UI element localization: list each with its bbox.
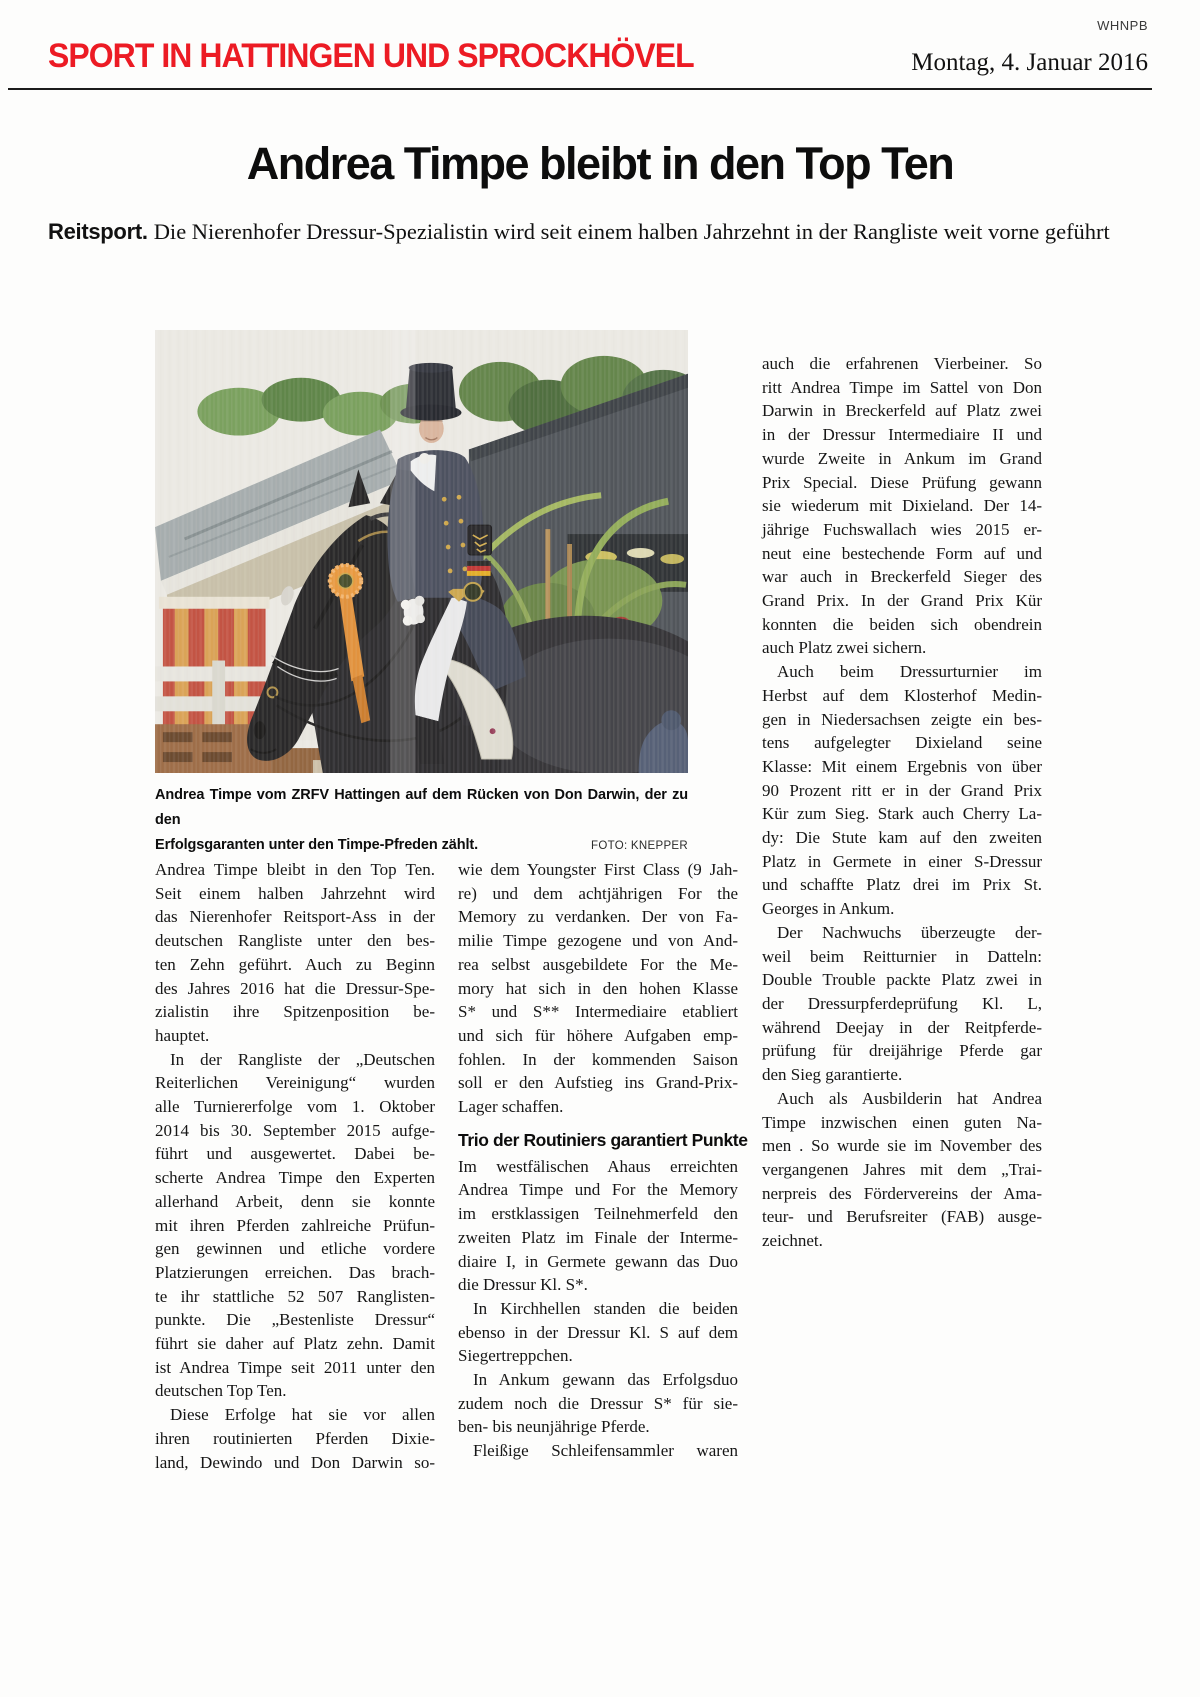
body-column-2 (458, 858, 748, 1463)
body-text-line: alle Turniererfolge vom 1. Oktober (155, 1097, 435, 1117)
photo-credit: FOTO: KNEPPER (591, 840, 688, 852)
body-text-line: teur- und Berufsreiter (FAB) ausge- (762, 1207, 1042, 1227)
body-text-line: den Sieg garantierte. (762, 1065, 903, 1085)
body-text-line: scherte Andrea Timpe den Experten (155, 1168, 435, 1188)
body-text-line: punkte. Die „Bestenliste Dressur“ (155, 1310, 435, 1330)
body-text-line: konnten die beiden sich obendrein (762, 614, 1042, 634)
body-text-line: Klasse: Mit einem Ergebnis von über (762, 756, 1042, 776)
body-text-line: In der Rangliste der „Deutschen (170, 1049, 435, 1069)
body-text-line: prüfung für dreijährige Pferde gar (762, 1041, 1042, 1061)
body-text-line: ben- bis neunjährige Pferde. (458, 1417, 650, 1437)
body-text-line: 2014 bis 30. September 2015 aufge- (155, 1120, 435, 1140)
body-text-line: deutschen Rangliste unter den bes- (155, 931, 435, 951)
body-text-line: wie dem Youngster First Class (9 Jah- (458, 860, 738, 879)
body-text-line: der Dressurpferdeprüfung Kl. L, (762, 993, 1042, 1013)
body-text-line: ebenso in der Dressur Kl. S auf dem (458, 1322, 738, 1342)
photo-caption-line2: Erfolgsgaranten unter den Timpe-Pfreden zählt. (155, 837, 479, 853)
body-text-line: fohlen. In der kommenden Saison (458, 1049, 738, 1069)
body-text-line: vergangenen Jahres mit dem „Trai- (762, 1159, 1042, 1179)
body-text-line: dy: Die Stute kam auf den zweiten (762, 828, 1042, 848)
body-text-line: die Dressur Kl. S*. (458, 1275, 588, 1295)
body-text-line: jährige Fuchswallach wies 2015 er- (762, 519, 1042, 539)
body-text-line: Grand Prix. In der Grand Prix Kür (762, 591, 1042, 611)
body-text-line: Prix Special. Diese Prüfung gewann (762, 472, 1042, 492)
body-text-line: hauptet. (155, 1025, 210, 1045)
body-text-line: men . So wurde sie im November des (762, 1136, 1042, 1156)
body-text-line: Reiterlichen Vereinigung“ wurden (155, 1073, 435, 1093)
body-text-line: Timpe inzwischen einen guten Na- (762, 1112, 1042, 1132)
body-text-line: Georges in Ankum. (762, 899, 895, 919)
body-text-line: Siegertreppchen. (458, 1346, 573, 1366)
body-text-line: wurde Zweite in Ankum im Grand (762, 448, 1042, 468)
body-text-line: Auch als Ausbilderin hat Andrea (777, 1088, 1042, 1108)
body-text-line: S* und S** Intermediaire etabliert (458, 1002, 738, 1022)
dressage-photo-illustration (155, 330, 688, 773)
body-text-line: war auch in Breckerfeld Sieger des (762, 567, 1042, 587)
body-text-line: re) und dem achtjährigen For the (458, 883, 738, 903)
body-text-line: gen gewinnen und etliche vordere (155, 1239, 435, 1259)
masthead-rule (8, 88, 1152, 90)
body-text-line: soll er den Aufstieg ins Grand-Prix- (458, 1073, 738, 1093)
issue-date: Montag, 4. Januar 2016 (911, 49, 1148, 76)
body-text-line: 90 Prozent ritt er in der Grand Prix (762, 780, 1042, 800)
article-headline: Andrea Timpe bleibt in den Top Ten (246, 138, 954, 189)
body-text-line: führt sie daher auf Platz zehn. Damit (155, 1334, 435, 1354)
body-text-line: neut eine bestechende Form auf und (762, 543, 1042, 563)
body-text-line: in der Dressur Intermediaire II und (762, 425, 1042, 445)
body-text-line: Der Nachwuchs überzeugte der- (777, 922, 1042, 942)
body-text-line: diaire I, in Germete gewann das Duo (458, 1251, 738, 1271)
body-text-line: Double Trouble packte Platz zwei in (762, 970, 1042, 990)
body-text-line: im erstklassigen Teilnehmerfeld den (458, 1204, 738, 1224)
body-text-line: und schaffte Platz drei im Prix St. (762, 875, 1042, 895)
body-text-line: mit ihren Pferden zahlreiche Prüfun- (155, 1215, 435, 1235)
body-text-line: Lager schaffen. (458, 1097, 564, 1117)
body-text-line: In Ankum gewann das Erfolgsduo (473, 1370, 738, 1390)
article-photo (155, 330, 688, 773)
edition-code: WHNPB (1097, 18, 1148, 33)
photo-caption (155, 783, 688, 859)
body-text-line: zeichnet. (762, 1231, 823, 1251)
body-text-line: te ihr stattliche 52 507 Ranglisten- (155, 1286, 435, 1306)
body-text-line: In Kirchhellen standen die beiden (473, 1298, 738, 1318)
body-text-line: führt und ausgewertet. Dabei be- (155, 1144, 435, 1164)
body-text-line: mory hat sich in den hohen Klasse (458, 978, 738, 998)
body-text-line: milie Timpe gezogene und von And- (458, 931, 738, 951)
body-text-line: rea selbst ausgebildete For the Me- (458, 954, 738, 974)
body-text-line: gen in Niedersachsen zeigte ein bes- (762, 709, 1042, 729)
body-text-line: und sich für höhere Aufgaben emp- (458, 1025, 738, 1045)
body-text-line: zudem noch die Dressur S* für sie- (458, 1393, 738, 1413)
body-text-line: Seit einem halben Jahrzehnt wird (155, 883, 435, 903)
body-text-line: Platz in Germete in einer S-Dressur (762, 851, 1042, 871)
photo-caption-line1: Andrea Timpe vom ZRFV Hattingen auf dem Rücken von Don Darwin, der zu den (155, 787, 688, 828)
body-text-line: Herbst auf dem Klosterhof Medin- (762, 685, 1042, 705)
body-text-line: Im westfälischen Ahaus erreichten (458, 1156, 738, 1176)
body-text-line: allerhand Arbeit, denn sie konnte (155, 1191, 435, 1211)
body-text-line: ihren routinierten Pferden Dixie- (155, 1428, 435, 1448)
body-column-1 (155, 858, 435, 1474)
body-text-line: ritt Andrea Timpe im Sattel von Don (762, 377, 1042, 397)
article-kicker: Reitsport. (48, 219, 148, 244)
body-text-line: weil beim Reitturnier in Datteln: (762, 946, 1042, 966)
body-text-line: zialistin ihre Spitzenposition be- (155, 1002, 435, 1022)
body-text-line: Darwin in Breckerfeld auf Platz zwei (762, 401, 1042, 421)
article-standfirst (48, 218, 1158, 246)
body-text-line: nerpreis des Fördervereins der Ama- (762, 1183, 1042, 1203)
standfirst-text: Die Nierenhofer Dressur-Spezialistin wird seit einem halben Jahrzehnt in der Rangliste weit vorne geführt (153, 219, 1110, 244)
body-text-line: das Nierenhofer Reitsport-Ass in der (155, 907, 435, 927)
body-text-line: Andrea Timpe und For the Memory (458, 1180, 738, 1200)
body-text-line: ist Andrea Timpe seit 2011 unter den (155, 1357, 435, 1377)
body-text-line: deutschen Top Ten. (155, 1381, 287, 1401)
body-text-line: Andrea Timpe bleibt in den Top Ten. (155, 860, 435, 879)
body-text-line: auch Platz zwei sichern. (762, 638, 927, 658)
body-text-line: zweiten Platz im Finale der Interme- (458, 1227, 738, 1247)
body-text-line: ten Zehn geführt. Auch zu Beginn (155, 954, 435, 974)
body-text-line: Kür zum Sieg. Stark auch Cherry La- (762, 804, 1042, 824)
body-text-line: während Deejay in der Reitpferde- (762, 1017, 1042, 1037)
body-text-line: Diese Erfolge hat sie vor allen (170, 1405, 435, 1425)
body-column-3 (762, 352, 1042, 1253)
body-text-line: Auch beim Dressurturnier im (777, 662, 1042, 682)
body-text-line: Fleißige Schleifensammler waren (473, 1441, 738, 1461)
section-title: SPORT IN HATTINGEN UND SPROCKHÖVEL (48, 37, 694, 75)
body-text-line: sie wiederum mit Dixieland. Der 14- (762, 496, 1042, 516)
body-text-line: Memory zu verdanken. Der von Fa- (458, 907, 738, 927)
body-text-line: auch die erfahrenen Vierbeiner. So (762, 354, 1042, 373)
body-text-line: tens aufgelegter Dixieland seine (762, 733, 1042, 753)
body-text-line: des Jahres 2016 hat die Dressur-Spe- (155, 978, 435, 998)
body-text-line: land, Dewindo und Don Darwin so- (155, 1452, 435, 1472)
column-subhead: Trio der Routiniers garantiert Punkte (458, 1129, 748, 1150)
body-text-line: Platzierungen erreichen. Das brach- (155, 1262, 435, 1282)
